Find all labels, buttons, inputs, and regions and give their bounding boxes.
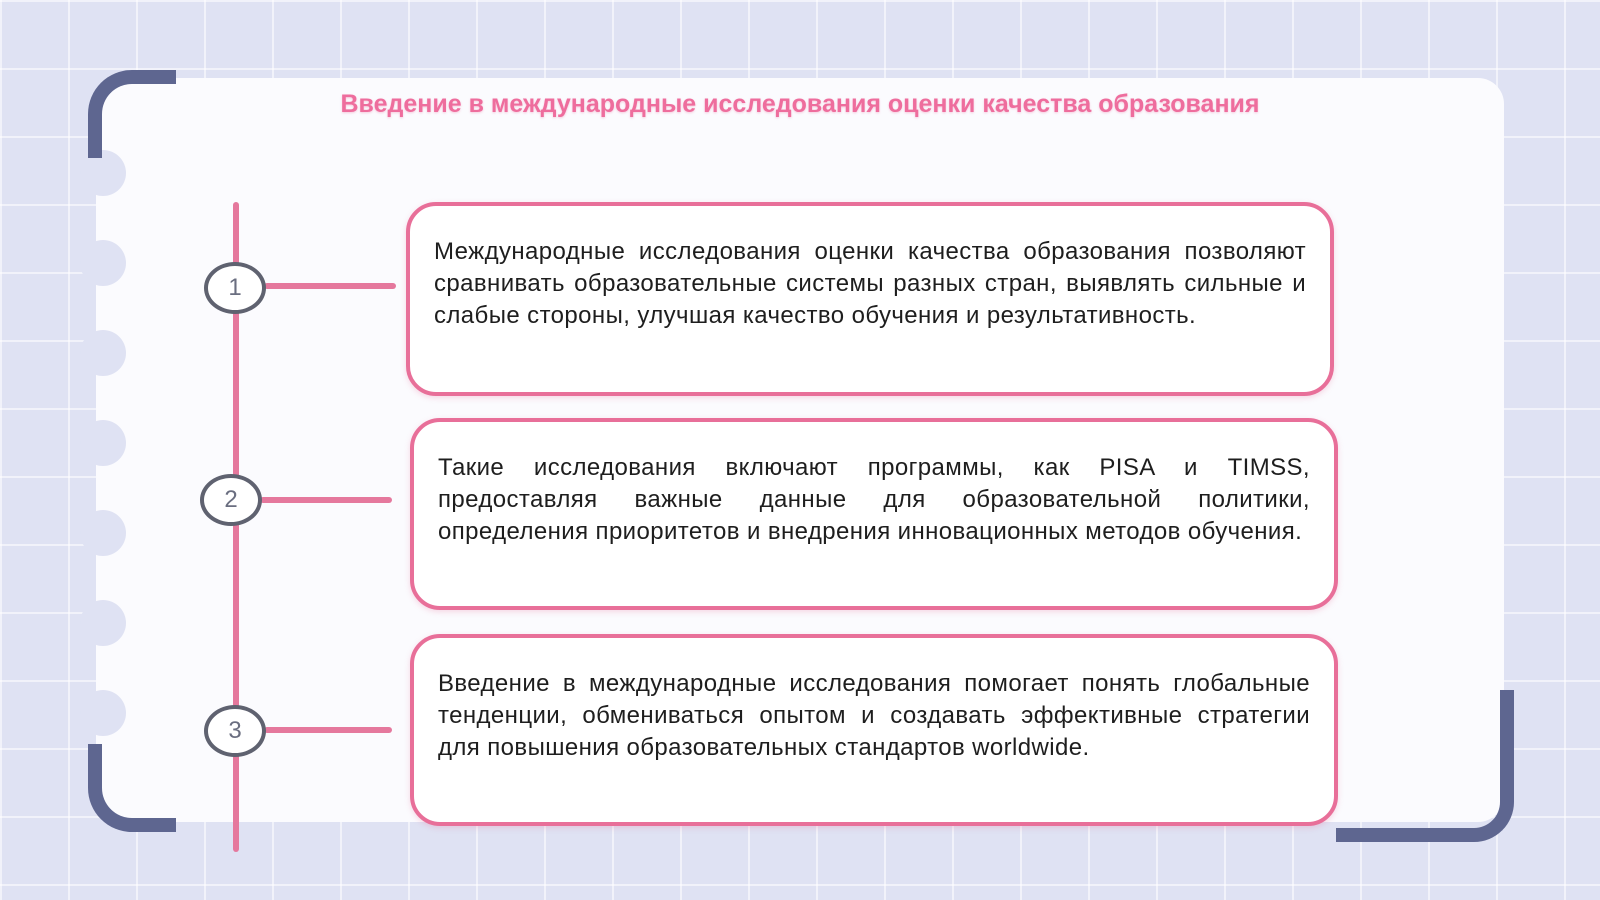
corner-bracket-bottom-right: [1336, 690, 1514, 842]
timeline-connector-2: [260, 497, 392, 503]
card-edge-scallop: [80, 510, 126, 556]
corner-bracket-bottom-left: [88, 744, 176, 832]
step-text-1: Международные исследования оценки качества образования позволяют сравнивать образовательные системы разных стран, выявлять сильные и слабые стороны, улучшая качество обучения и результативность.: [434, 238, 1306, 329]
slide-title: Введение в международные исследования оценки качества образования: [340, 90, 1260, 118]
step-text-3: Введение в международные исследования помогает понять глобальные тенденции, обмениваться опытом и создавать эффективные стратегии для повышения образовательных стандартов worldwide.: [438, 670, 1310, 761]
step-number-1: 1: [204, 262, 266, 314]
timeline-connector-3: [264, 727, 392, 733]
card-edge-scallop: [80, 330, 126, 376]
step-card-1: [406, 202, 1334, 396]
card-edge-scallop: [80, 690, 126, 736]
step-number-3: 3: [204, 705, 266, 757]
corner-bracket-top-left: [88, 70, 176, 158]
timeline-connector-1: [264, 283, 396, 289]
step-number-2: 2: [200, 474, 262, 526]
step-card-3: [410, 634, 1338, 826]
card-edge-scallop: [80, 600, 126, 646]
card-edge-scallop: [80, 240, 126, 286]
step-text-2: Такие исследования включают программы, как PISA и TIMSS, предоставляя важные данные для образовательной политики, определения приоритетов и внедрения инновационных методов обучения.: [438, 454, 1310, 545]
step-card-2: [410, 418, 1338, 610]
card-edge-scallop: [80, 420, 126, 466]
